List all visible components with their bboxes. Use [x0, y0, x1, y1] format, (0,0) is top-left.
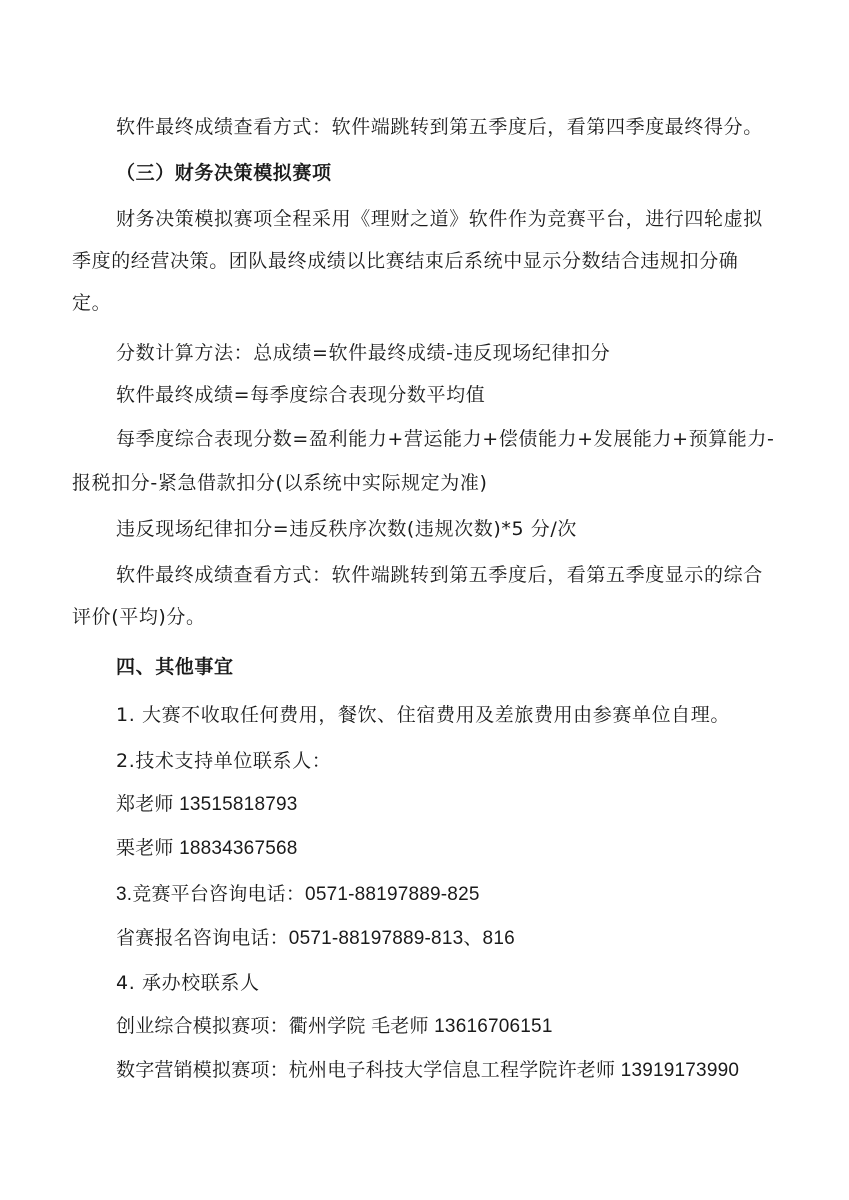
- paragraph-finance-intro-line3: 定。: [72, 292, 112, 314]
- item-no-fees: 1. 大赛不收取任何费用，餐饮、住宿费用及差旅费用由参赛单位自理。: [116, 704, 730, 726]
- section-heading-other-matters: 四、其他事宜: [116, 656, 234, 678]
- formula-quarter-score-line1: 每季度综合表现分数=盈利能力+营运能力+偿债能力+发展能力+预算能力-: [116, 428, 775, 450]
- contact-entrepreneurship-track: 创业综合模拟赛项：衢州学院 毛老师 13616706151: [116, 1016, 553, 1037]
- paragraph-view-method-q4: 软件最终成绩查看方式：软件端跳转到第五季度后，看第四季度最终得分。: [116, 116, 763, 138]
- paragraph-view-method-q5-line2: 评价(平均)分。: [72, 606, 206, 628]
- section-heading-finance: （三）财务决策模拟赛项: [116, 162, 332, 184]
- formula-total-score: 分数计算方法：总成绩=软件最终成绩-违反现场纪律扣分: [116, 342, 611, 364]
- item-registration-hotline: 省赛报名咨询电话：0571-88197889-813、816: [116, 928, 515, 949]
- formula-software-score: 软件最终成绩=每季度综合表现分数平均值: [116, 384, 486, 406]
- item-tech-support-contacts: 2.技术支持单位联系人：: [116, 750, 332, 772]
- contact-digital-marketing-track: 数字营销模拟赛项：杭州电子科技大学信息工程学院许老师 13919173990: [116, 1060, 740, 1081]
- paragraph-view-method-q5-line1: 软件最终成绩查看方式：软件端跳转到第五季度后，看第五季度显示的综合: [116, 564, 763, 586]
- formula-quarter-score-line2: 报税扣分-紧急借款扣分(以系统中实际规定为准): [72, 472, 488, 494]
- item-host-school-contacts: 4. 承办校联系人: [116, 972, 260, 994]
- contact-teacher-zheng: 郑老师 13515818793: [116, 794, 298, 815]
- item-platform-hotline: 3.竞赛平台咨询电话：0571-88197889-825: [116, 884, 480, 905]
- paragraph-finance-intro-line2: 季度的经营决策。团队最终成绩以比赛结束后系统中显示分数结合违规扣分确: [72, 250, 739, 272]
- contact-teacher-li: 栗老师 18834367568: [116, 838, 298, 859]
- paragraph-finance-intro-line1: 财务决策模拟赛项全程采用《理财之道》软件作为竞赛平台，进行四轮虚拟: [116, 208, 763, 230]
- formula-discipline-deduction: 违反现场纪律扣分=违反秩序次数(违规次数)*5 分/次: [116, 518, 577, 540]
